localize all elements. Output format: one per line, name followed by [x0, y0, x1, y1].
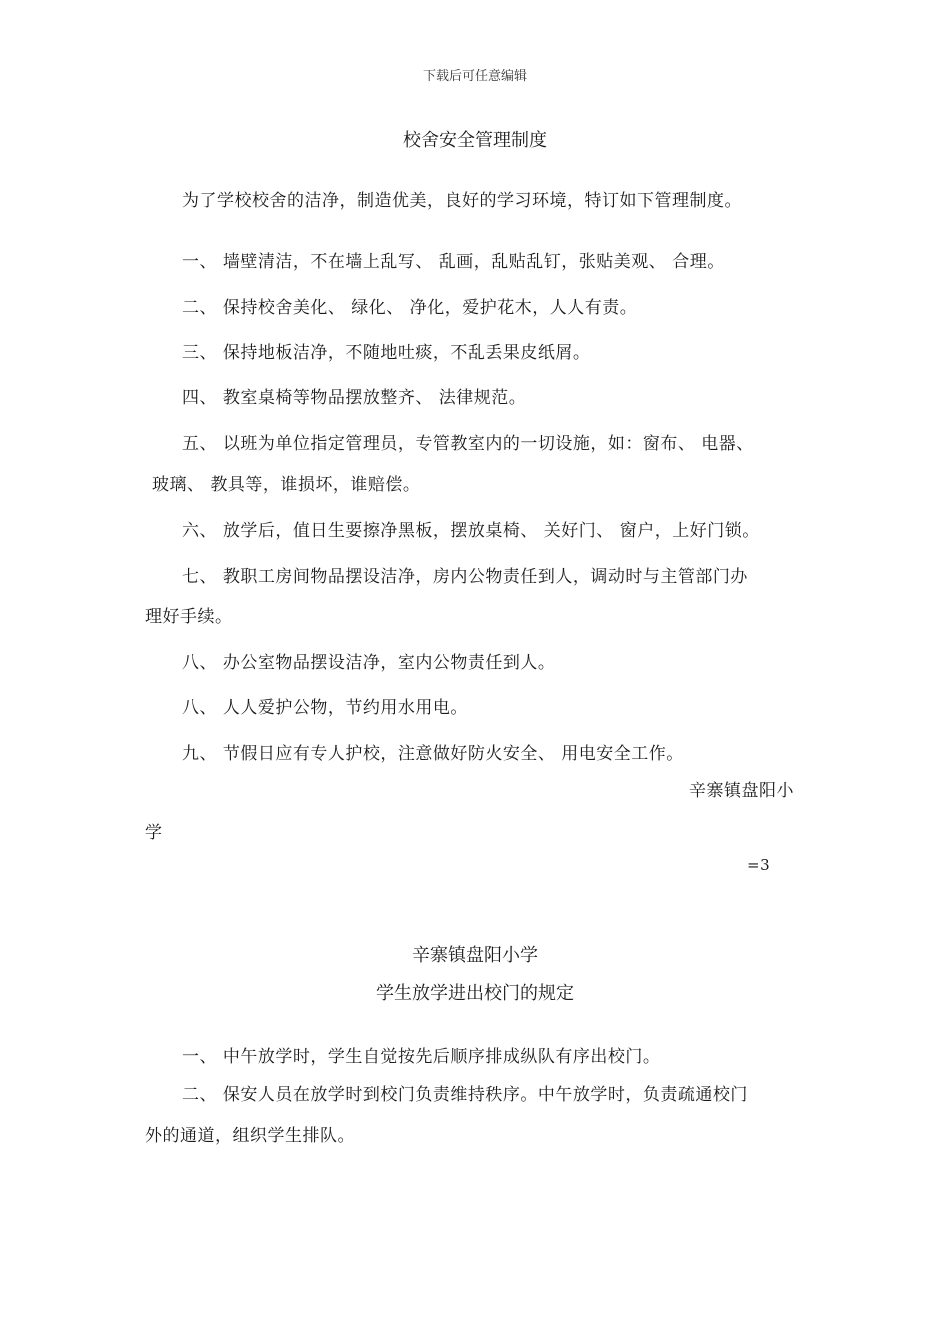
doc1-title: 校舍安全管理制度 [403, 130, 547, 151]
doc1-signature: 辛寨镇盘阳小 [689, 781, 794, 801]
doc1-signature-cont: 学 [145, 823, 163, 843]
doc2-item-1: 一、 中午放学时，学生自觉按先后顺序排成纵队有序出校门。 [182, 1047, 661, 1067]
doc1-item-8: 八、 办公室物品摆设洁净，室内公物责任到人。 [182, 653, 556, 673]
page-marker: =3 [747, 856, 771, 874]
doc1-item-5: 五、 以班为单位指定管理员，专管教室内的一切设施，如：窗布、 电器、 [182, 434, 754, 454]
doc1-item-4: 四、 教室桌椅等物品摆放整齐、 法律规范。 [182, 388, 527, 408]
doc2-item-2-cont: 外的通道，组织学生排队。 [145, 1126, 355, 1146]
doc1-item-3: 三、 保持地板洁净，不随地吐痰，不乱丢果皮纸屑。 [182, 343, 591, 363]
doc2-title: 学生放学进出校门的规定 [376, 983, 574, 1004]
doc1-item-7: 七、 教职工房间物品摆设洁净，房内公物责任到人，调动时与主管部门办 [182, 567, 748, 587]
header-note: 下载后可任意编辑 [422, 69, 527, 84]
doc1-item-7-cont: 理好手续。 [145, 607, 233, 627]
doc1-item-9: 九、 节假日应有专人护校，注意做好防火安全、 用电安全工作。 [182, 744, 684, 764]
doc1-intro: 为了学校校舍的洁净，制造优美，良好的学习环境，特订如下管理制度。 [182, 191, 742, 211]
doc1-item-1: 一、 墙壁清洁，不在墙上乱写、 乱画，乱贴乱钉，张贴美观、 合理。 [182, 252, 725, 272]
doc1-item-5-cont: 玻璃、 教具等，谁损坏，谁赔偿。 [152, 475, 421, 495]
doc1-item-6: 六、 放学后，值日生要擦净黑板，摆放桌椅、 关好门、 窗户，上好门锁。 [182, 521, 760, 541]
doc1-item-2: 二、 保持校舍美化、 绿化、 净化，爱护花木，人人有责。 [182, 298, 638, 318]
doc2-item-2: 二、 保安人员在放学时到校门负责维持秩序。中午放学时，负责疏通校门 [182, 1085, 748, 1105]
doc1-item-8b: 八、 人人爱护公物，节约用水用电。 [182, 698, 468, 718]
doc2-school: 辛寨镇盘阳小学 [412, 945, 538, 966]
